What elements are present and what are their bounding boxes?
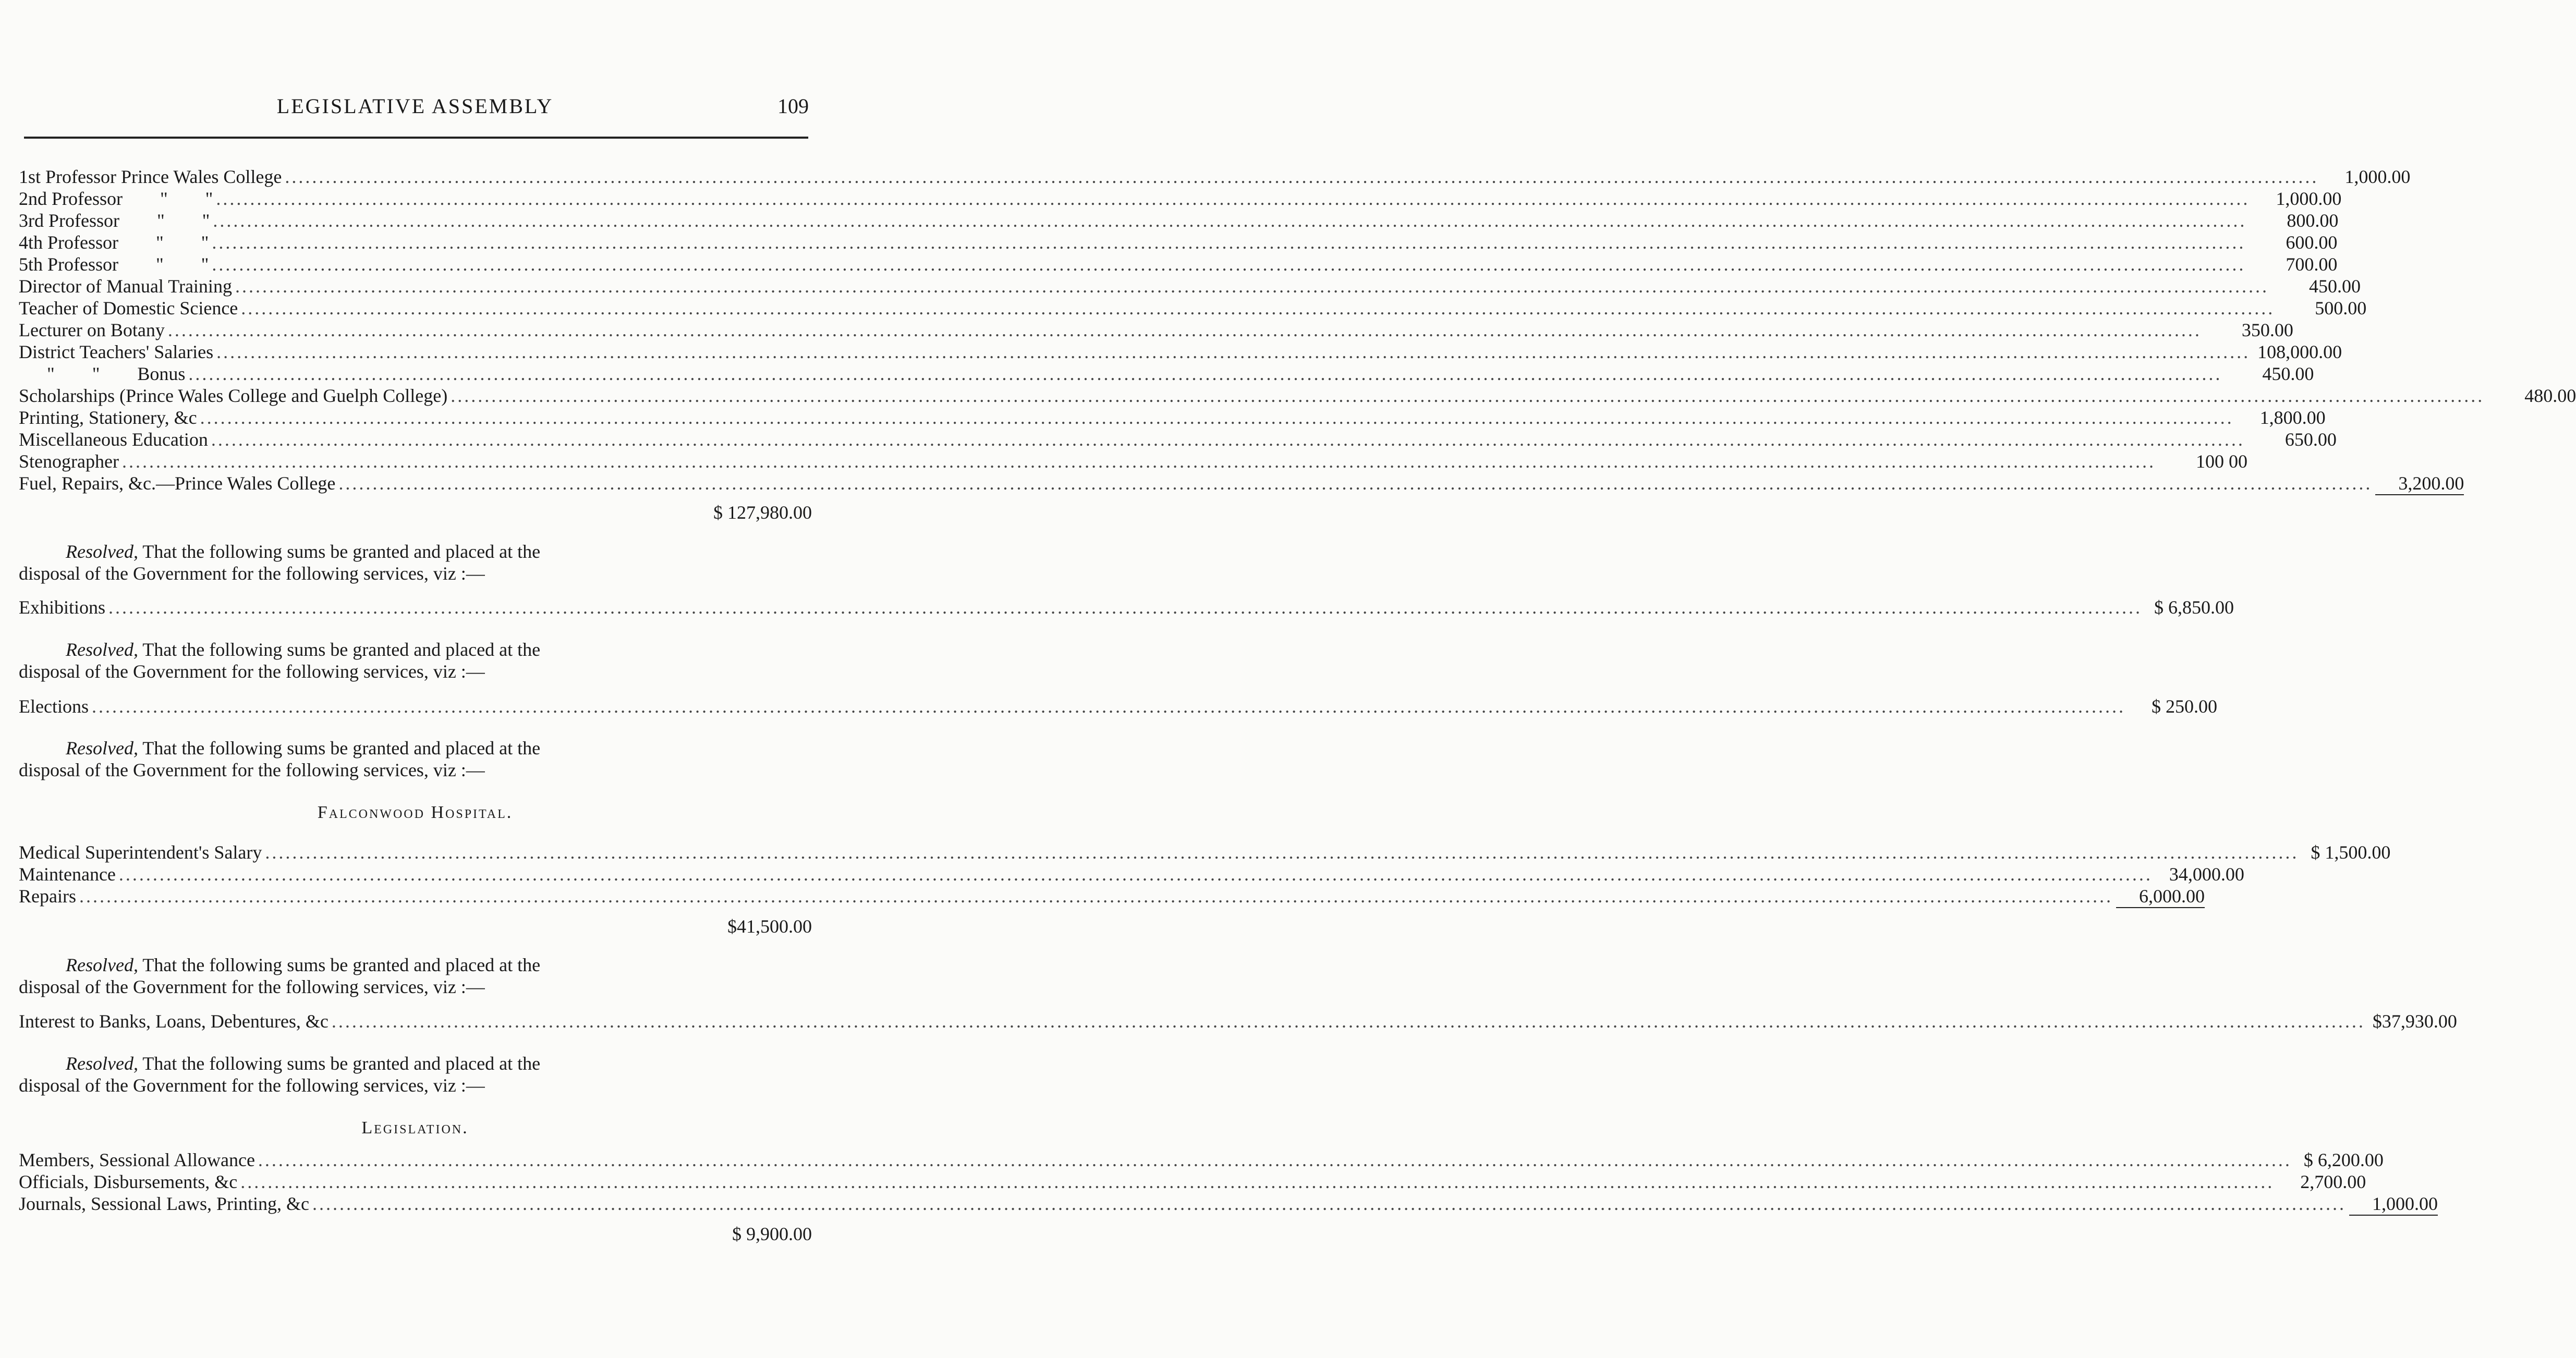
list-item xyxy=(19,429,2337,450)
item-label: Medical Superintendent's Salary xyxy=(19,842,262,863)
item-label: Fuel, Repairs, &c.—Prince Wales College xyxy=(19,473,336,494)
item-label: Stenographer xyxy=(19,451,119,472)
resolution-paragraph xyxy=(19,541,704,584)
item-label: Scholarships (Prince Wales College and Guelph College) xyxy=(19,385,448,406)
item-amount: 650.00 xyxy=(2285,429,2337,450)
dot-leader: ............................................................................................................................................................................................................................................................................................................ xyxy=(108,597,2143,618)
dot-leader: ............................................................................................................................................................................................................................................................................................................ xyxy=(200,407,2234,428)
item-amount: 2,700.00 xyxy=(2300,1171,2366,1192)
dot-leader: ............................................................................................................................................................................................................................................................................................................ xyxy=(235,276,2269,297)
list-item xyxy=(19,1149,2384,1171)
paragraph-text: disposal of the Government for the following services, viz :— xyxy=(19,760,485,780)
header-rule xyxy=(24,137,808,139)
dot-leader: ............................................................................................................................................................................................................................................................................................................ xyxy=(312,1193,2346,1214)
dot-leader: ............................................................................................................................................................................................................................................................................................................ xyxy=(118,864,2153,885)
paragraph-text: That the following sums be granted and placed at the xyxy=(142,639,541,660)
item-label: Maintenance xyxy=(19,864,116,885)
list-item xyxy=(19,210,2339,231)
item-amount: $ 1,500.00 xyxy=(2311,842,2391,863)
item-label: 5th Professor " " xyxy=(19,254,209,275)
dot-leader: ............................................................................................................................................................................................................................................................................................................ xyxy=(121,451,2156,472)
item-label: Miscellaneous Education xyxy=(19,429,208,450)
running-head: LEGISLATIVE ASSEMBLY xyxy=(276,94,554,118)
paragraph-text: That the following sums be granted and placed at the xyxy=(142,955,541,975)
list-item xyxy=(19,1193,2438,1215)
paragraph-text: Resolved, xyxy=(66,738,138,758)
item-amount: 1,000.00 xyxy=(2344,166,2411,187)
list-item xyxy=(19,1171,2366,1193)
paragraph-text: Resolved, xyxy=(66,955,138,975)
resolution-paragraph xyxy=(19,1053,704,1096)
paragraph-text: disposal of the Government for the following services, viz :— xyxy=(19,563,485,584)
dot-leader: ............................................................................................................................................................................................................................................................................................................ xyxy=(285,166,2319,187)
dot-leader: ............................................................................................................................................................................................................................................................................................................ xyxy=(212,232,2246,253)
item-label: District Teachers' Salaries xyxy=(19,341,214,362)
dot-leader: ............................................................................................................................................................................................................................................................................................................ xyxy=(241,298,2275,319)
item-amount: 480.00 xyxy=(2524,385,2576,406)
item-label: Lecturer on Botany xyxy=(19,320,165,340)
item-label: 1st Professor Prince Wales College xyxy=(19,166,282,187)
paragraph-text: Resolved, xyxy=(66,1053,138,1074)
list-item xyxy=(19,319,2293,341)
list-item xyxy=(19,275,2361,297)
education-total: $ 127,980.00 xyxy=(713,502,812,523)
item-amount: 1,800.00 xyxy=(2259,407,2326,428)
paragraph-text: disposal of the Government for the following services, viz :— xyxy=(19,976,485,997)
dot-leader: ............................................................................................................................................................................................................................................................................................................ xyxy=(331,1011,2365,1032)
section-heading: Legislation. xyxy=(361,1118,469,1137)
item-amount: 450.00 xyxy=(2308,276,2361,297)
paragraph-text xyxy=(19,639,704,660)
list-item xyxy=(19,166,2411,188)
item-amount: $ 250.00 xyxy=(2151,696,2217,717)
item-label: 2nd Professor " " xyxy=(19,188,213,209)
paragraph-text: That the following sums be granted and placed at the xyxy=(142,541,541,562)
list-item xyxy=(19,841,2391,863)
item-amount: 450.00 xyxy=(2262,363,2314,384)
paragraph-text: disposal of the Government for the following services, viz :— xyxy=(19,661,485,682)
item-label: Journals, Sessional Laws, Printing, &c xyxy=(19,1193,309,1214)
item-label: Director of Manual Training xyxy=(19,276,232,297)
section-heading: Falconwood Hospital. xyxy=(317,803,513,822)
item-amount: 500.00 xyxy=(2315,298,2367,319)
list-item xyxy=(19,1010,2457,1032)
list-item xyxy=(19,231,2338,253)
dot-leader: ............................................................................................................................................................................................................................................................................................................ xyxy=(216,188,2250,209)
item-amount: $37,930.00 xyxy=(2372,1011,2457,1032)
item-label: Elections xyxy=(19,696,89,717)
item-amount: 34,000.00 xyxy=(2169,864,2244,885)
dot-leader: ............................................................................................................................................................................................................................................................................................................ xyxy=(240,1171,2275,1192)
item-amount: 100 00 xyxy=(2195,451,2247,472)
item-label: Members, Sessional Allowance xyxy=(19,1149,255,1170)
dot-leader: ............................................................................................................................................................................................................................................................................................................ xyxy=(211,429,2245,450)
paragraph-text: disposal of the Government for the following services, viz :— xyxy=(19,1075,485,1096)
item-amount: 800.00 xyxy=(2287,210,2339,231)
item-label: Teacher of Domestic Science xyxy=(19,298,238,319)
item-label: 4th Professor " " xyxy=(19,232,209,253)
falconwood-total: $41,500.00 xyxy=(727,916,812,937)
list-item xyxy=(19,450,2247,472)
dot-leader: ............................................................................................................................................................................................................................................................................................................ xyxy=(258,1149,2292,1170)
legislation-total: $ 9,900.00 xyxy=(732,1224,812,1244)
dot-leader: ............................................................................................................................................................................................................................................................................................................ xyxy=(91,696,2125,717)
paragraph-text xyxy=(19,541,704,562)
paragraph-text: Resolved, xyxy=(66,541,138,562)
item-amount: 350.00 xyxy=(2241,320,2293,340)
item-amount: 1,000.00 xyxy=(2349,1193,2438,1216)
item-amount: 1,000.00 xyxy=(2276,188,2342,209)
list-item xyxy=(19,363,2314,385)
item-label: Interest to Banks, Loans, Debentures, &c xyxy=(19,1011,329,1032)
item-amount: 6,000.00 xyxy=(2116,885,2205,908)
list-item xyxy=(19,596,2234,618)
paragraph-text: Resolved, xyxy=(66,639,138,660)
list-item xyxy=(19,407,2326,429)
list-item xyxy=(19,253,2338,275)
item-amount: 700.00 xyxy=(2286,254,2338,275)
list-item xyxy=(19,472,2464,494)
item-amount: $ 6,200.00 xyxy=(2303,1149,2384,1170)
item-label: 3rd Professor " " xyxy=(19,210,210,231)
dot-leader: ............................................................................................................................................................................................................................................................................................................ xyxy=(212,254,2246,275)
list-item xyxy=(19,341,2342,363)
item-label: Printing, Stationery, &c xyxy=(19,407,197,428)
item-label: Officials, Disbursements, &c xyxy=(19,1171,238,1192)
item-amount: 3,200.00 xyxy=(2375,472,2464,495)
resolution-paragraph xyxy=(19,639,704,682)
list-item xyxy=(19,188,2342,210)
dot-leader: ............................................................................................................................................................................................................................................................................................................ xyxy=(338,473,2373,494)
item-label: Repairs xyxy=(19,886,76,907)
dot-leader: ............................................................................................................................................................................................................................................................................................................ xyxy=(213,210,2247,231)
dot-leader: ............................................................................................................................................................................................................................................................................................................ xyxy=(79,886,2113,907)
dot-leader: ............................................................................................................................................................................................................................................................................................................ xyxy=(265,842,2299,863)
list-item xyxy=(19,695,2217,717)
list-item xyxy=(19,863,2244,885)
list-item xyxy=(19,885,2205,907)
dot-leader: ............................................................................................................................................................................................................................................................................................................ xyxy=(188,363,2222,384)
item-label: Exhibitions xyxy=(19,597,106,618)
page-number: 109 xyxy=(777,94,809,118)
paragraph-text: That the following sums be granted and placed at the xyxy=(142,738,541,758)
paragraph-text xyxy=(19,954,704,976)
dot-leader: ............................................................................................................................................................................................................................................................................................................ xyxy=(167,320,2202,340)
item-amount: 600.00 xyxy=(2286,232,2338,253)
resolution-paragraph xyxy=(19,737,704,781)
resolution-paragraph xyxy=(19,954,704,998)
list-item xyxy=(19,297,2367,319)
dot-leader: ............................................................................................................................................................................................................................................................................................................ xyxy=(451,385,2485,406)
paragraph-text xyxy=(19,737,704,759)
item-label: " " Bonus xyxy=(19,363,186,384)
list-item xyxy=(19,385,2576,407)
paragraph-text xyxy=(19,1053,704,1074)
item-amount: 108,000.00 xyxy=(2257,341,2342,362)
paragraph-text: That the following sums be granted and placed at the xyxy=(142,1053,541,1074)
item-amount: $ 6,850.00 xyxy=(2154,597,2234,618)
dot-leader: ............................................................................................................................................................................................................................................................................................................ xyxy=(216,341,2251,362)
